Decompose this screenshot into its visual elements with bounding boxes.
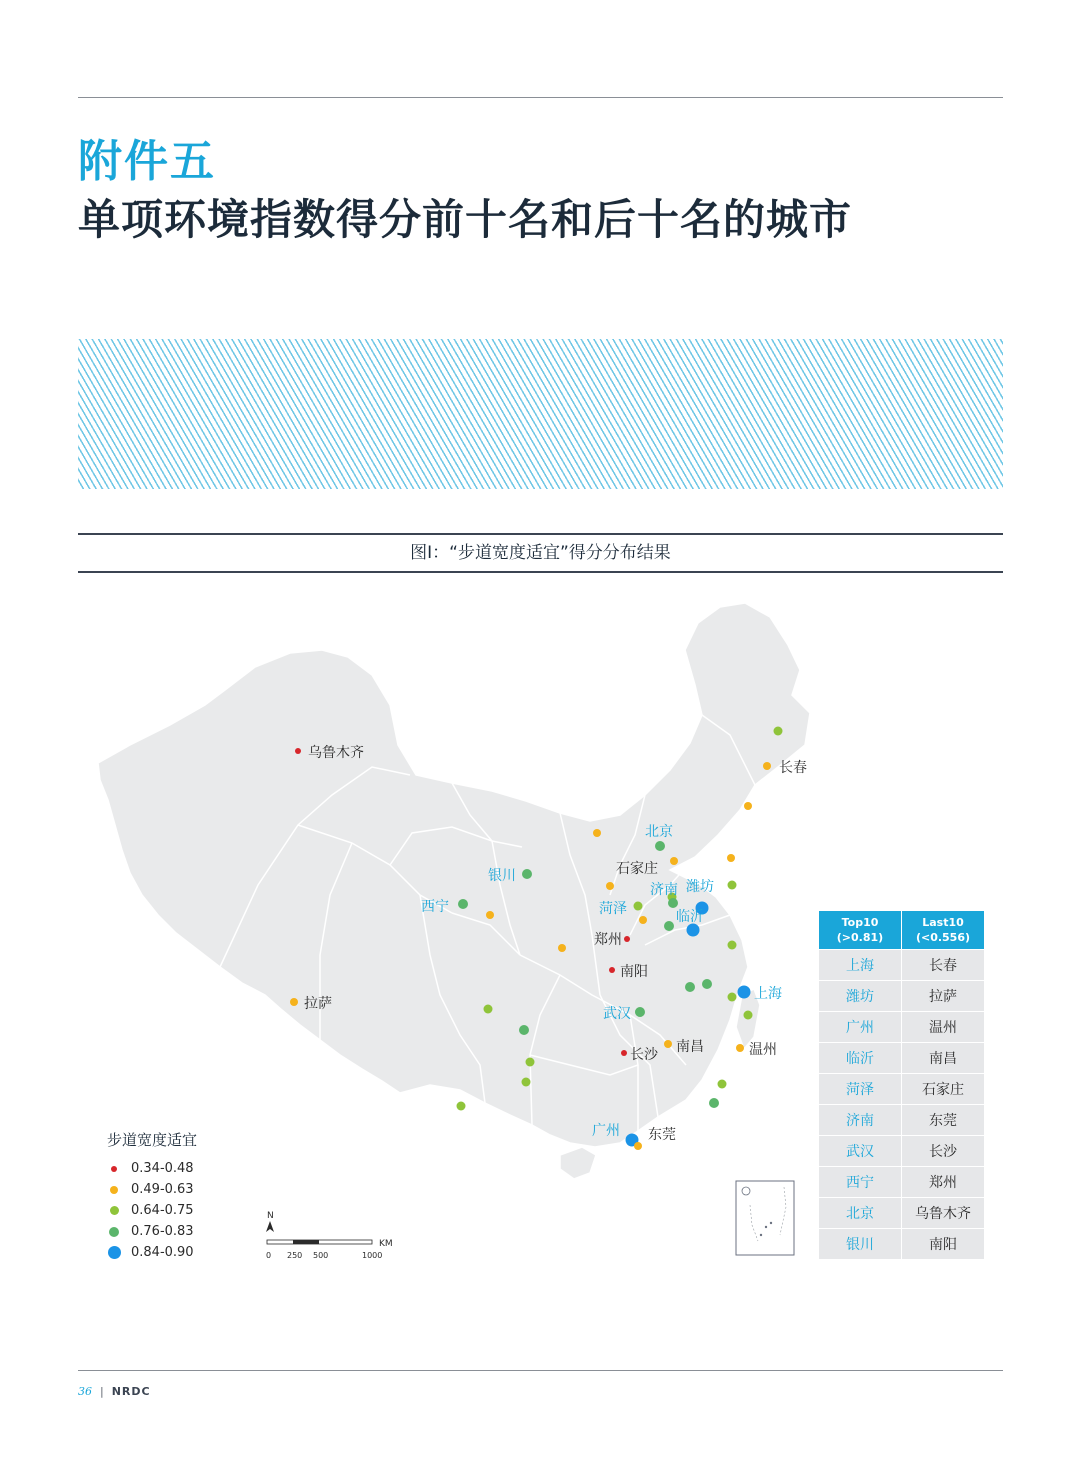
top10-city: 临沂 (819, 1042, 902, 1073)
south-china-sea-inset (736, 1181, 794, 1255)
city-point (728, 993, 737, 1002)
last10-header-threshold: (<0.556) (915, 931, 971, 944)
city-point (639, 916, 647, 924)
table-row (819, 1073, 985, 1104)
legend-dot-icon (108, 1246, 121, 1259)
top10-city: 武汉 (819, 1135, 902, 1166)
city-point (486, 911, 494, 919)
table-row (819, 980, 985, 1011)
legend-label: 0.84-0.90 (131, 1245, 194, 1260)
city-point (295, 748, 301, 754)
city-point (664, 1040, 672, 1048)
last10-city: 东莞 (902, 1104, 985, 1135)
city-label: 北京 (645, 824, 673, 840)
city-point (709, 1098, 719, 1108)
top10-city: 银川 (819, 1228, 902, 1259)
city-label: 郑州 (594, 932, 622, 948)
city-label: 武汉 (603, 1006, 631, 1022)
legend-item (107, 1242, 197, 1263)
city-point (687, 924, 700, 937)
city-point (728, 941, 737, 950)
legend-item (107, 1200, 197, 1221)
city-label: 西宁 (421, 899, 449, 915)
city-point (736, 1044, 744, 1052)
top10-header-threshold: (>0.81) (836, 931, 884, 944)
city-label: 东莞 (648, 1127, 676, 1143)
top10-header (819, 911, 902, 949)
legend-dot-icon (111, 1166, 117, 1172)
top10-city: 菏泽 (819, 1073, 902, 1104)
page-title: 单项环境指数得分前十名和后十名的城市 (78, 195, 853, 244)
north-label: N (267, 1211, 274, 1221)
city-label: 南昌 (676, 1039, 704, 1055)
city-point (558, 944, 566, 952)
last10-city: 长沙 (902, 1135, 985, 1166)
city-label: 菏泽 (599, 901, 627, 917)
top10-header-title: Top10 (841, 916, 879, 929)
last10-city: 乌鲁木齐 (902, 1197, 985, 1228)
figure-caption: 图I：“步道宽度适宜”得分分布结果 (410, 543, 671, 563)
legend-item (107, 1158, 197, 1179)
city-point (606, 882, 614, 890)
legend-title: 步道宽度适宜 (107, 1131, 198, 1149)
caption-bottom-rule (78, 571, 1003, 573)
city-label: 长沙 (630, 1047, 658, 1063)
scale-bar (262, 1208, 412, 1263)
top-rule (78, 97, 1003, 98)
city-label: 南阳 (620, 964, 648, 980)
city-point (655, 841, 665, 851)
last10-city: 南昌 (902, 1042, 985, 1073)
top10-city: 济南 (819, 1104, 902, 1135)
legend-item (107, 1221, 197, 1242)
city-point (290, 998, 298, 1006)
legend-label: 0.34-0.48 (131, 1161, 194, 1176)
north-arrow-icon (266, 1221, 274, 1232)
ranking-table-body (819, 949, 985, 1259)
city-label: 上海 (754, 986, 782, 1002)
table-row (819, 1166, 985, 1197)
table-row (819, 1011, 985, 1042)
top10-city: 北京 (819, 1197, 902, 1228)
table-row (819, 1197, 985, 1228)
city-point (519, 1025, 529, 1035)
city-point (702, 979, 712, 989)
top10-city: 上海 (819, 949, 902, 980)
last10-city: 拉萨 (902, 980, 985, 1011)
city-point (670, 857, 678, 865)
city-point (774, 727, 783, 736)
china-map (90, 595, 810, 1275)
city-point (593, 829, 601, 837)
footer-rule (78, 1370, 1003, 1371)
footer-separator: | (100, 1385, 104, 1398)
city-point (728, 881, 737, 890)
last10-city: 郑州 (902, 1166, 985, 1197)
city-point (738, 986, 751, 999)
city-point (744, 1011, 753, 1020)
last10-city: 南阳 (902, 1228, 985, 1259)
table-row (819, 1042, 985, 1073)
city-point (727, 854, 735, 862)
table-row (819, 1104, 985, 1135)
city-label: 拉萨 (304, 996, 332, 1012)
scale-unit: KM (379, 1239, 393, 1249)
city-label: 石家庄 (616, 861, 658, 877)
last10-city: 石家庄 (902, 1073, 985, 1104)
last10-header-title: Last10 (922, 916, 964, 929)
city-label: 广州 (592, 1123, 620, 1139)
city-point (457, 1102, 466, 1111)
legend-label: 0.76-0.83 (131, 1224, 194, 1239)
city-point (634, 1142, 642, 1150)
scale-tick-500: 500 (313, 1251, 329, 1260)
top10-city: 潍坊 (819, 980, 902, 1011)
city-label: 乌鲁木齐 (308, 745, 364, 761)
table-row (819, 949, 985, 980)
city-point (635, 1007, 645, 1017)
table-row (819, 1228, 985, 1259)
last10-header (902, 911, 985, 949)
city-point (763, 762, 771, 770)
city-point (458, 899, 468, 909)
hatch-pattern-band (78, 339, 1003, 489)
city-point (634, 902, 643, 911)
legend-item (107, 1179, 197, 1200)
top10-city: 广州 (819, 1011, 902, 1042)
city-label: 潍坊 (686, 879, 714, 895)
page-number: 36 (78, 1385, 92, 1398)
legend-items (107, 1158, 197, 1263)
city-point (621, 1050, 627, 1056)
legend-dot-icon (109, 1227, 119, 1237)
city-point (718, 1080, 727, 1089)
city-label: 银川 (488, 868, 516, 884)
city-point (526, 1058, 535, 1067)
caption-top-rule (78, 533, 1003, 535)
map-legend (107, 1130, 197, 1263)
last10-city: 温州 (902, 1011, 985, 1042)
scale-tick-1000: 1000 (362, 1251, 383, 1260)
legend-label: 0.64-0.75 (131, 1203, 194, 1218)
page-eyebrow: 附件五 (78, 136, 216, 187)
city-label: 长春 (779, 760, 807, 776)
page-footer (78, 1385, 151, 1398)
table-row (819, 1135, 985, 1166)
city-point (668, 898, 678, 908)
scale-tick-0: 0 (266, 1251, 272, 1260)
top10-city: 西宁 (819, 1166, 902, 1197)
city-point (522, 1078, 531, 1087)
city-point (522, 869, 532, 879)
legend-label: 0.49-0.63 (131, 1182, 194, 1197)
city-point (484, 1005, 493, 1014)
city-point (685, 982, 695, 992)
city-label: 温州 (749, 1042, 777, 1058)
city-point (664, 921, 674, 931)
city-point (624, 936, 630, 942)
legend-dot-icon (110, 1206, 119, 1215)
ranking-table (819, 911, 985, 1259)
legend-dot-icon (110, 1186, 118, 1194)
city-label: 济南 (650, 882, 678, 898)
city-label: 临沂 (676, 909, 704, 925)
city-point (609, 967, 615, 973)
city-point (744, 802, 752, 810)
last10-city: 长春 (902, 949, 985, 980)
scale-tick-250: 250 (287, 1251, 303, 1260)
footer-brand: NRDC (111, 1385, 151, 1398)
